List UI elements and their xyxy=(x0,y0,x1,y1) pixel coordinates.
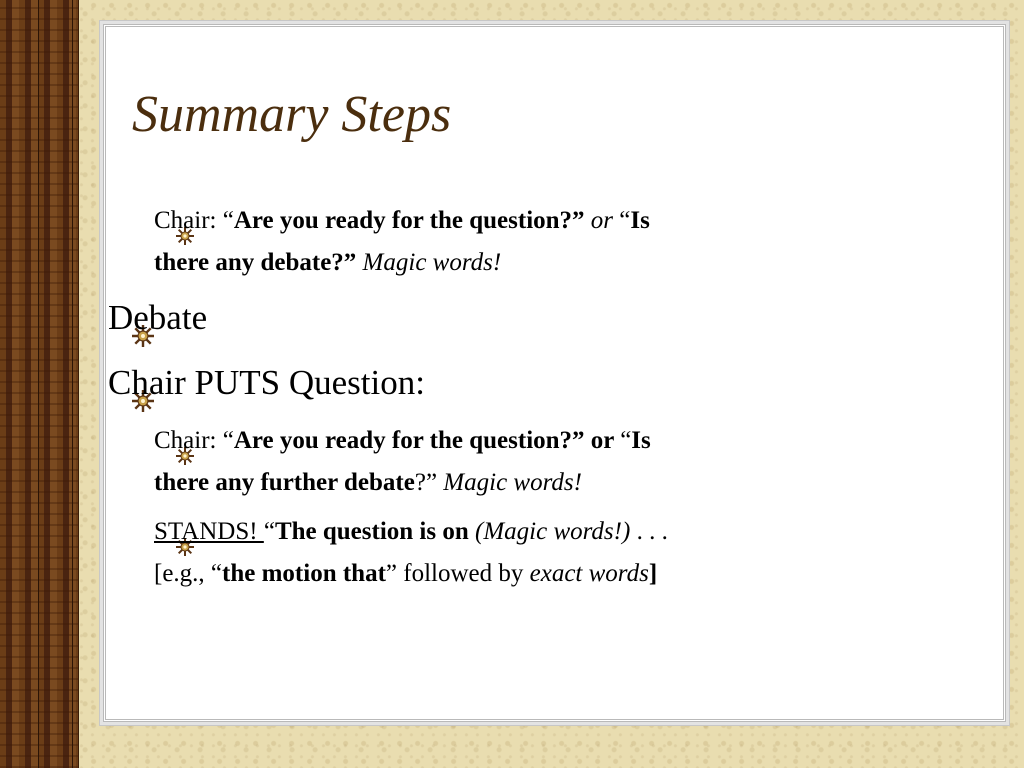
text-run: Are you ready for the question?” xyxy=(233,207,585,234)
text-run: STANDS! xyxy=(154,518,264,545)
bullet-line xyxy=(154,242,501,284)
text-run: there any further debate xyxy=(154,469,415,496)
text-run: “ xyxy=(263,518,275,545)
text-run: exact words xyxy=(529,560,649,587)
text-run: “ xyxy=(620,427,632,454)
text-run: ?” xyxy=(414,469,444,496)
text-run: Chair: “ xyxy=(154,427,234,454)
text-run: (Magic words!) xyxy=(475,518,631,545)
bullet-line xyxy=(154,553,657,595)
text-run: “ xyxy=(619,207,631,234)
text-run: [e.g., “ xyxy=(154,560,223,587)
decorative-wood-strip xyxy=(0,0,79,768)
text-run: or xyxy=(584,207,620,234)
text-run: Debate xyxy=(108,298,208,337)
text-run: Chair: “ xyxy=(154,207,234,234)
text-run: the motion that xyxy=(222,560,386,587)
text-run: The question is on xyxy=(274,518,475,545)
bullet-line xyxy=(154,511,668,553)
bullet-line xyxy=(154,462,582,504)
text-run: Is xyxy=(630,207,650,234)
bullet-line xyxy=(108,362,425,404)
text-run: Is xyxy=(631,427,651,454)
slide-title: Summary Steps xyxy=(132,86,452,143)
text-run: Magic words! xyxy=(443,469,582,496)
text-run: ” followed by xyxy=(385,560,530,587)
text-run: there any debate?” xyxy=(154,249,357,276)
text-run: . . . xyxy=(630,518,668,545)
text-run: Are you ready for the question?” or xyxy=(233,427,621,454)
bullet-line xyxy=(154,420,651,462)
text-run: ] xyxy=(648,560,658,587)
bullet-line xyxy=(154,200,650,242)
bullet-line xyxy=(108,297,207,339)
text-run: Magic words! xyxy=(356,249,502,276)
slide xyxy=(103,24,1006,722)
text-run: Chair PUTS Question: xyxy=(108,363,425,402)
